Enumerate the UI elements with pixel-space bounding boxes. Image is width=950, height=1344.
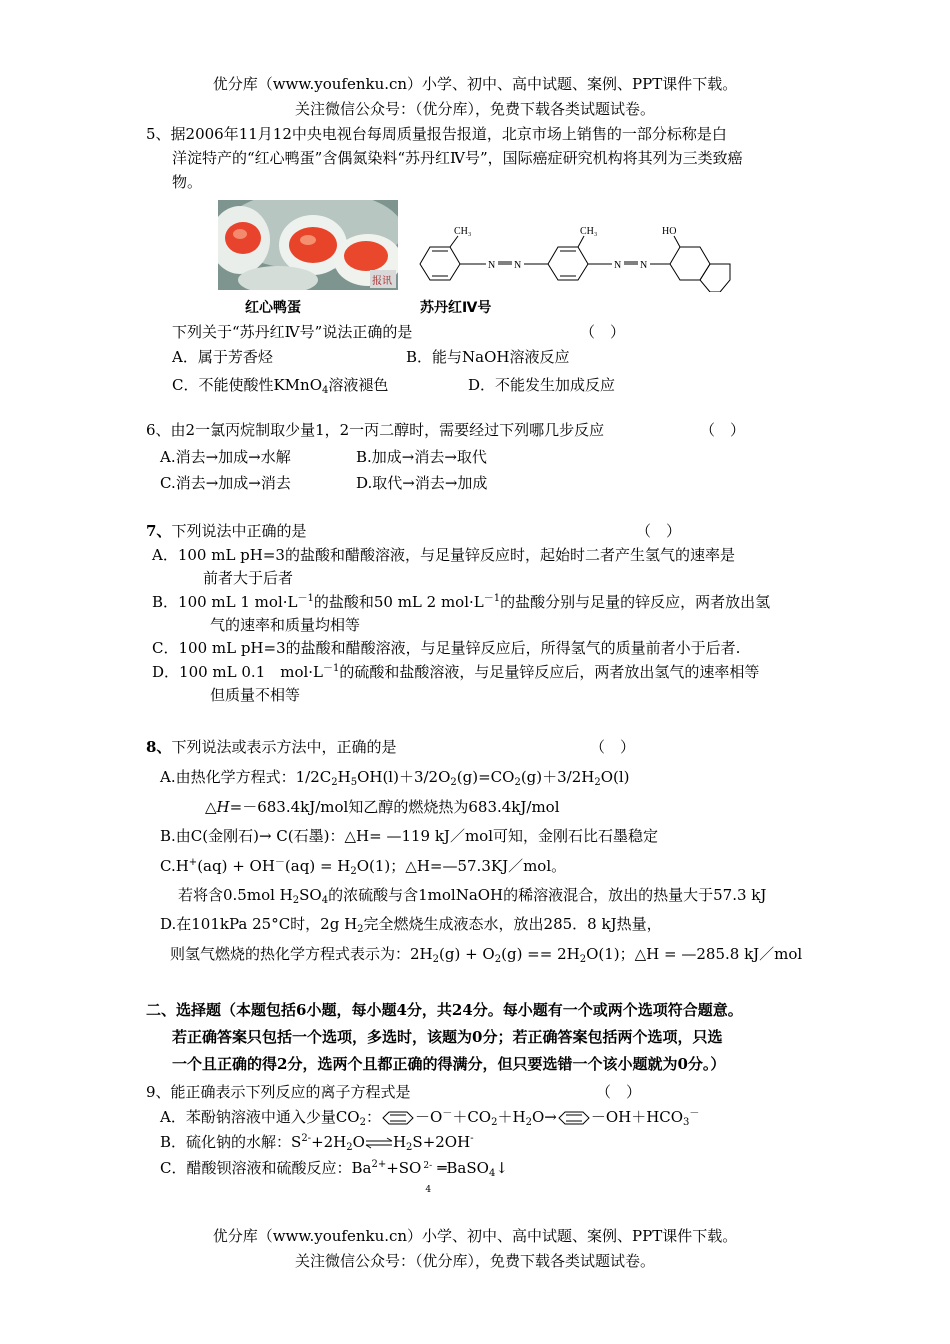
q8-option-d-1: D.在101kPa 25°C时，2g $H_2$完全燃烧生成液态水，放出285．8 kJ热量， [160, 915, 662, 935]
q6-option-a: A.消去→加成→水解 [160, 448, 291, 466]
q8-option-a-2: △H=－683.4kJ/mol知乙醇的燃烧热为683.4kJ/mol [205, 798, 560, 816]
photo-stamp: 报讯 [372, 276, 392, 287]
sudan-red-iv-structure [412, 222, 732, 292]
q7-option-b-1: B．100 mL 1 $mol\cdot L^{-1}$的盐酸和50 mL 2 $mol\cdot L^{-1}$的盐酸分别与足量的锌反应，两者放出氢 [152, 593, 771, 611]
footer-line-2: 关注微信公众号：（优分库），免费下载各类试题试卷。 [294, 1252, 655, 1270]
q7-option-d-2: 但质量不相等 [210, 686, 301, 704]
q5-stem-1: 5、据2006年11月12中央电视台每周质量报告报道，北京市场上销售的一部分标称是白 [146, 125, 727, 143]
reversible-arrow-icon [365, 1137, 393, 1149]
photo-caption: 红心鸭蛋 [245, 300, 301, 316]
struct-n2: N [514, 260, 522, 271]
footer-line-1: 优分库（www.youfenku.cn）小学、初中、高中试题、案例、PPT课件下载。 [212, 1227, 738, 1245]
q7-option-b-2: 气的速率和质量均相等 [210, 616, 361, 634]
q5-stem-3: 物。 [172, 173, 203, 191]
q6-answer-bracket: （ ） [700, 421, 746, 439]
structure-caption: 苏丹红Ⅳ号 [420, 300, 492, 316]
q7-answer-bracket: （ ） [636, 522, 682, 540]
q7-option-a-1: A．100 mL pH=3的盐酸和醋酸溶液，与足量锌反应时，起始时二者产生氢气的速率是 [152, 546, 735, 564]
section2-heading-1: 二、选择题（本题包括6小题，每小题4分，共24分。每小题有一个或两个选项符合题意。 [146, 1001, 743, 1019]
q5-question: 下列关于“苏丹红Ⅳ号”说法正确的是 [172, 323, 413, 341]
q8-option-a-1: A.由热化学方程式：$1/2C_2H_5OH(l)+3/2O_2(g)=CO_2(g)+3/2H_2O(l)$ [160, 768, 630, 788]
struct-ho: HO [662, 226, 677, 237]
header-line-1: 优分库（www.youfenku.cn）小学、初中、高中试题、案例、PPT课件下载。 [212, 75, 738, 93]
q9-option-b: B．硫化钠的水解：$S^{2-}+2H_2O$ $H_2S+2OH^-$ [160, 1133, 474, 1153]
q5-option-a: A．属于芳香烃 [172, 348, 273, 366]
struct-n3: N [614, 260, 622, 271]
struct-ch3-1: CH₃ [454, 226, 472, 237]
struct-ch3-2: CH₃ [580, 226, 598, 237]
q8-option-c-2: 若将含0.5mol $H_2SO_4$的浓硫酸与含1molNaOH的稀溶液混合，放出的热量大于57.3 kJ [178, 886, 767, 906]
q9-option-a: A．苯酚钠溶液中通入少量$CO_2$： $-O^-+CO_2+H_2O\to -OH+HCO_3^-$ [160, 1108, 700, 1128]
q6-stem: 6、由2一氯丙烷制取少量1，2一丙二醇时，需要经过下列哪几步反应 [146, 421, 605, 439]
q5-option-d: D．不能发生加成反应 [468, 376, 616, 394]
struct-n4: N [640, 260, 648, 271]
header-line-2: 关注微信公众号：（优分库），免费下载各类试题试卷。 [294, 100, 655, 118]
q5-option-b: B．能与NaOH溶液反应 [406, 348, 570, 366]
q8-option-d-2: 则氢气燃烧的热化学方程式表示为：$2H_2(g) + O_2(g) == 2H_2O(1)$；△H = —285.8 kJ／mol [170, 945, 803, 965]
q7-option-c: C．100 mL pH=3的盐酸和醋酸溶液，与足量锌反应后，所得氢气的质量前者小于后者. [152, 639, 741, 657]
section2-heading-2: 若正确答案只包括一个选项，多选时，该题为0分；若正确答案包括两个选项，只选 [172, 1028, 723, 1046]
q7-option-d-1: D．100 mL 0.1 $mol\cdot L^{-1}$的硫酸和盐酸溶液，与足量锌反应后，两者放出氢气的速率相等 [152, 663, 760, 681]
q5-stem-2: 洋淀特产的“红心鸭蛋”含偶氮染料“苏丹红Ⅳ号”，国际癌症研究机构将其列为三类致癌 [172, 149, 743, 167]
q9-answer-bracket: （ ） [596, 1083, 642, 1101]
q8-answer-bracket: （ ） [590, 738, 636, 756]
q8-option-b: B.由C(金刚石)→ C(石墨)：△H= —119 kJ／mol可知，金刚石比石墨稳定 [160, 827, 658, 845]
section2-heading-3: 一个且正确的得2分，选两个且都正确的得满分，但只要选错一个该小题就为0分。） [172, 1055, 726, 1073]
q6-option-b: B.加成→消去→取代 [356, 448, 487, 466]
q6-option-c: C.消去→加成→消去 [160, 474, 291, 492]
q7-option-a-2: 前者大于后者 [203, 569, 294, 587]
q5-answer-bracket: （ ） [580, 323, 626, 341]
q8-option-c-1: $C.H^+(aq) + OH^-(aq) = H_2O(1)$；△H=—57.3KJ／mol。 [160, 857, 567, 877]
struct-n1: N [488, 260, 496, 271]
q6-option-d: D.取代→消去→加成 [356, 474, 488, 492]
q9-stem: 9、能正确表示下列反应的离子方程式是 [146, 1083, 411, 1101]
q9-option-c: C．醋酸钡溶液和硫酸反应：$Ba^{2+}+SO$ 2- 4 ═BaSO$_4$↓ [160, 1159, 508, 1195]
benzene-ring-icon [557, 1111, 591, 1125]
q5-option-c: C．不能使酸性KMnO$_4$溶液褪色 [172, 376, 389, 396]
q7-stem: 7、下列说法中正确的是 [146, 522, 307, 540]
red-yolk-duck-egg-photo [218, 200, 398, 290]
benzene-ring-icon [381, 1111, 415, 1125]
duck-egg-image [218, 200, 398, 290]
q8-stem: 8、下列说法或表示方法中，正确的是 [146, 738, 397, 756]
